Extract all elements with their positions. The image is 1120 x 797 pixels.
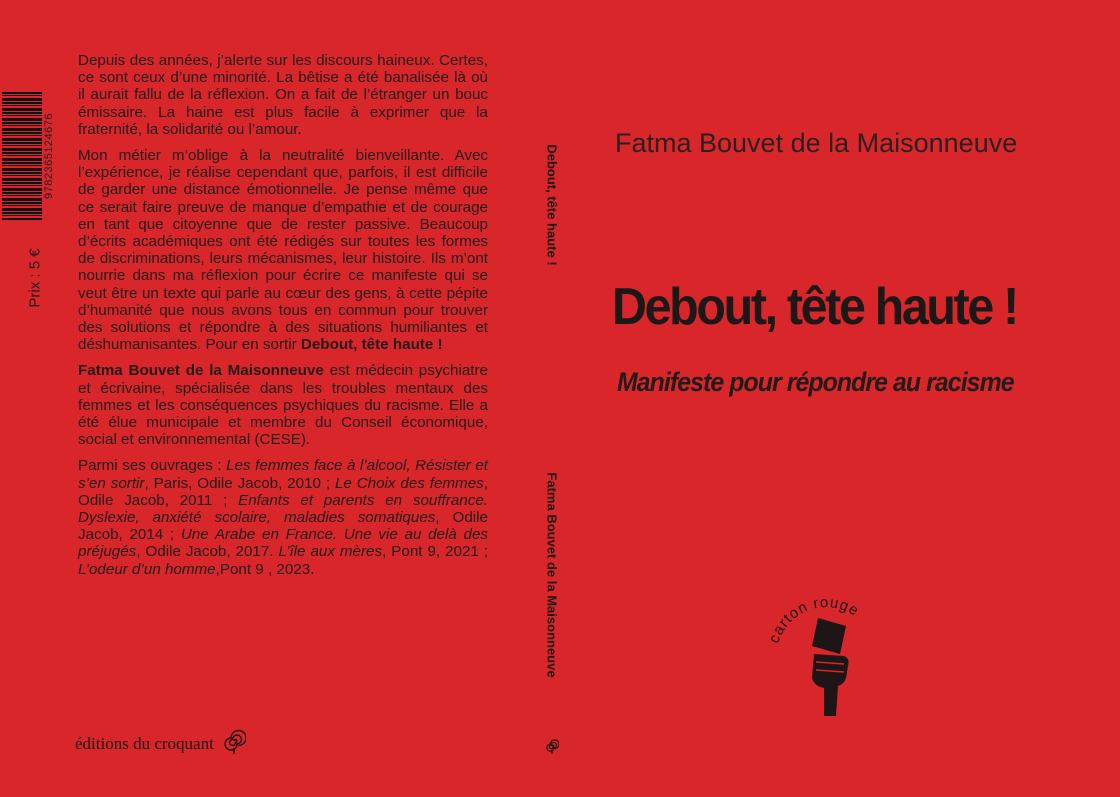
work-detail: ,Pont 9 , 2023. [215,560,315,578]
work-detail: , Odile Jacob, 2014 ; [78,509,488,544]
work-title: Enfants et parents en souffrance. Dyslexie, anxiété scolaire, maladies somatiques [78,491,488,527]
back-paragraph-2 [78,147,488,353]
work-title: Une Arabe en France. Une vie au delà des préjugés [78,526,488,561]
price-label: Prix : 5 € [26,248,44,308]
front-subtitle: Manifeste pour répondre au racisme [617,367,1014,397]
barcode-bars [2,92,42,220]
publisher-name: éditions du croquant [75,733,214,753]
fist-card-icon [812,618,849,716]
work-detail: , Odile Jacob, 2017. [136,543,279,561]
author-works [78,457,488,577]
spine-title: Debout, tête haute ! [544,144,560,266]
back-paragraph-2-text: Mon métier m’oblige à la neutralité bienveillante. Avec l’expérience, je réalise cependant que, parfois, il est difficile de garder une distance émotionnelle. Je pense même que ce serait faire preuve de manque d’empathie et de courage en tant que citoyenne que de rester passive. Beaucoup d’écrits académiques ont été rédigés sur toutes les formes de discriminations, leurs mécanismes, leur histoire. Ils m’ont nourrie dans ma réflexion pour écrire ce manifeste qui se veut être un texte qui parle au cœur des gens, à cette pépite d’humanité que nous avons tous en commun pour trouver des solutions et répondre à des situations humiliantes et déshumanisantes. Pour en sortir [78,147,488,354]
front-author: Fatma Bouvet de la Maisonneuve [615,128,1018,158]
work-title: Le Choix des femmes [334,474,484,492]
spine-spiral-icon [545,738,559,759]
isbn-number: 9782365124676 [43,112,55,200]
work-title: L’île aux mères [278,543,383,561]
work-detail: , Pont 9, 2021 ; [382,543,489,561]
publisher [75,728,246,759]
publisher-spiral-icon [222,728,246,759]
work-detail: , Odile Jacob, 2011 ; [78,474,488,509]
spine-author: Fatma Bouvet de la Maisonneuve [544,472,560,678]
back-cover-text [78,52,488,587]
back-paragraph-1: Depuis des années, j’alerte sur les discours haineux. Certes, ce sont ceux d’une minorité. La bêtise a été banalisée là où il aurait fallu de la réflexion. On a fait de l’étranger un bouc émissaire. La haine est plus facile à exprimer que la fraternité, la solidarité ou l’amour. [78,52,488,138]
back-paragraph-2-title: Debout, tête haute ! [300,336,443,354]
barcode [2,92,60,220]
work-title: Les femmes face à l’alcool, Résister et s’en sortir [78,457,489,492]
collection-name: carton rouge [765,594,863,646]
author-bio-name: Fatma Bouvet de la Maisonneuve [78,362,324,380]
author-bio-text: est médecin psychiatre et écrivaine, spécialisée dans les troubles mentaux des femmes et les conséquences psychiques du racisme. Elle a été élue municipale et membre du Conseil économique, social et environnemental (CESE). [78,362,489,449]
work-detail: , Paris, Odile Jacob, 2010 ; [144,474,335,492]
work-detail: Parmi ses ouvrages : [78,457,227,475]
work-title: L’odeur d’un homme [78,560,216,578]
author-bio [78,362,488,448]
collection-logo [760,582,890,722]
front-title: Debout, tête haute ! [612,278,1017,336]
